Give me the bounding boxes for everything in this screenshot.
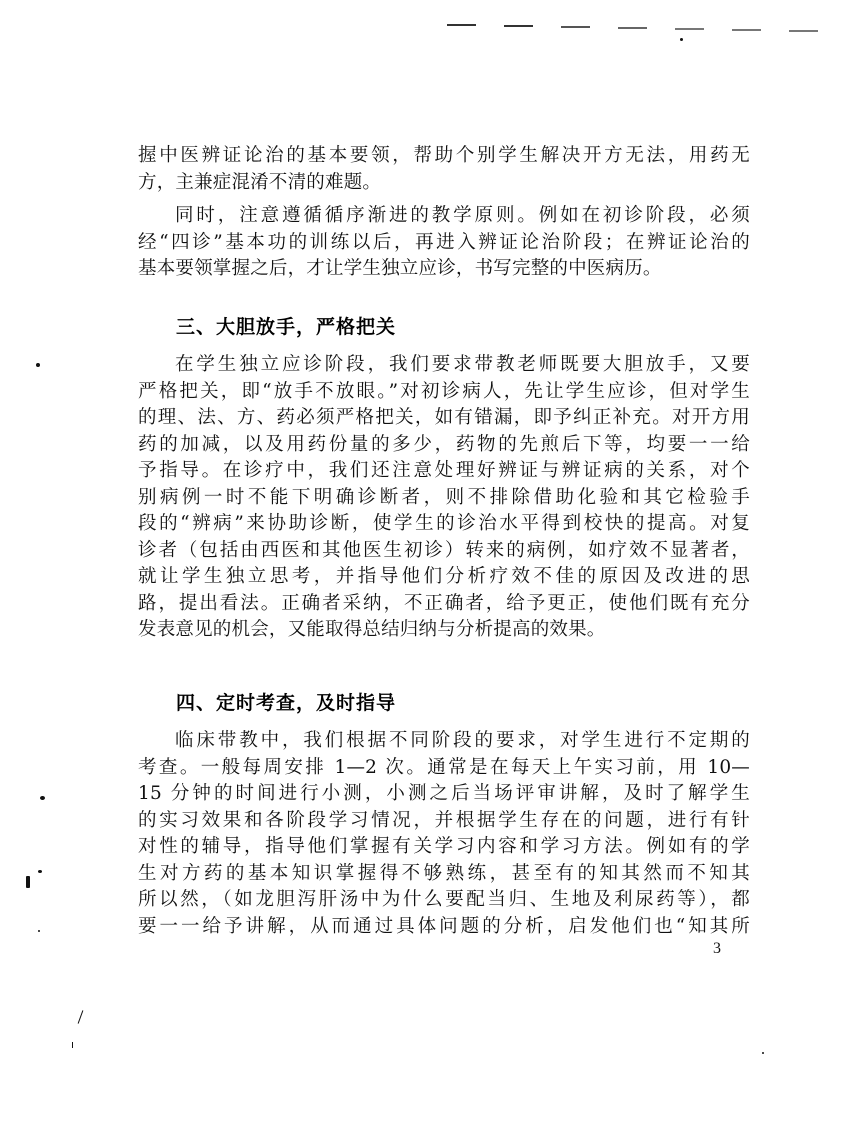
scan-speck xyxy=(72,1042,73,1048)
text-line: 严格把关，即“放手不放眼。”对初诊病人，先让学生应诊，但对学生 xyxy=(138,380,750,402)
scan-speck xyxy=(26,876,30,888)
text-line: 经“四诊”基本功的训练以后，再进入辨证论治阶段；在辨证论治的 xyxy=(138,231,750,253)
header-rule-dash xyxy=(675,28,704,30)
paragraph-continued xyxy=(138,143,750,196)
header-rule-dash xyxy=(789,30,818,32)
text-line: 所以然，（如龙胆泻肝汤中为什么要配当归、生地及利尿药等），都 xyxy=(138,889,750,910)
text-line: 同时，注意遵循循序渐进的教学原则。例如在初诊阶段，必须 xyxy=(175,205,750,226)
paragraph xyxy=(138,203,750,283)
text-line: 就让学生独立思考，并指导他们分析疗效不佳的原因及改进的思 xyxy=(138,566,750,587)
text-line: 路，提出看法。正确者采纳，不正确者，给予更正，使他们既有充分 xyxy=(138,592,750,614)
text-line: 药的加减，以及用药份量的多少，药物的先煎后下等，均要一一给 xyxy=(138,433,750,455)
text-line: 在学生独立应诊阶段，我们要求带教老师既要大胆放手，又要 xyxy=(175,354,750,375)
text-line: 发表意见的机会，又能取得总结归纳与分析提高的效果。 xyxy=(138,619,606,640)
text-line: 基本要领掌握之后，才让学生独立应诊，书写完整的中医病历。 xyxy=(138,258,662,279)
text-line: 的实习效果和各阶段学习情况，并根据学生存在的问题，进行有针 xyxy=(138,809,750,831)
scan-speck xyxy=(680,38,683,41)
text-line: 临床带教中，我们根据不同阶段的要求，对学生进行不定期的 xyxy=(175,730,750,751)
text-line: 段的“辨病”来协助诊断，使学生的诊治水平得到校快的提高。对复 xyxy=(138,513,750,534)
page-number: 3 xyxy=(713,940,721,957)
text-line: 别病例一时不能下明确诊断者，则不排除借助化验和其它检验手 xyxy=(138,486,750,508)
text-line: 要一一给予讲解，从而通过具体问题的分析，启发他们也“知其所 xyxy=(138,915,750,937)
header-rule-dash xyxy=(504,25,533,27)
header-rule-dash xyxy=(447,24,476,26)
section-heading: 四、定时考查，及时指导 xyxy=(176,692,397,714)
section-3-body xyxy=(138,352,750,644)
scan-speck xyxy=(40,796,45,800)
text-line: 握中医辨证论治的基本要领，帮助个别学生解决开方无法，用药无 xyxy=(138,145,750,166)
text-line: 方，主兼症混淆不清的难题。 xyxy=(138,171,382,193)
text-line: 予指导。在诊疗中，我们还注意处理好辨证与辨证病的关系，对个 xyxy=(138,460,750,481)
header-rule-dash xyxy=(618,27,647,29)
header-rule-dash xyxy=(732,29,761,31)
section-4-body xyxy=(138,728,750,940)
scan-speck xyxy=(762,1052,764,1054)
section-heading: 三、大胆放手，严格把关 xyxy=(176,316,397,338)
scan-speck xyxy=(38,930,40,932)
text-line: 诊者（包括由西医和其他医生初诊）转来的病例，如疗效不显著者， xyxy=(138,539,750,561)
text-line: 15 分钟的时间进行小测，小测之后当场评审讲解，及时了解学生 xyxy=(138,783,750,804)
text-line: 考查。一般每周安排 1—2 次。通常是在每天上午实习前，用 10— xyxy=(138,756,750,778)
text-line: 的理、法、方、药必须严格把关，如有错漏，即予纠正补充。对开方用 xyxy=(138,407,750,428)
scan-speck xyxy=(36,363,40,367)
header-rule-dash xyxy=(561,26,590,28)
text-line: 对性的辅导，指导他们掌握有关学习内容和学习方法。例如有的学 xyxy=(138,836,750,857)
scan-speck xyxy=(38,870,42,873)
scan-speck xyxy=(78,1010,84,1023)
text-line: 生对方药的基本知识掌握得不够熟练，甚至有的知其然而不知其 xyxy=(138,862,750,884)
